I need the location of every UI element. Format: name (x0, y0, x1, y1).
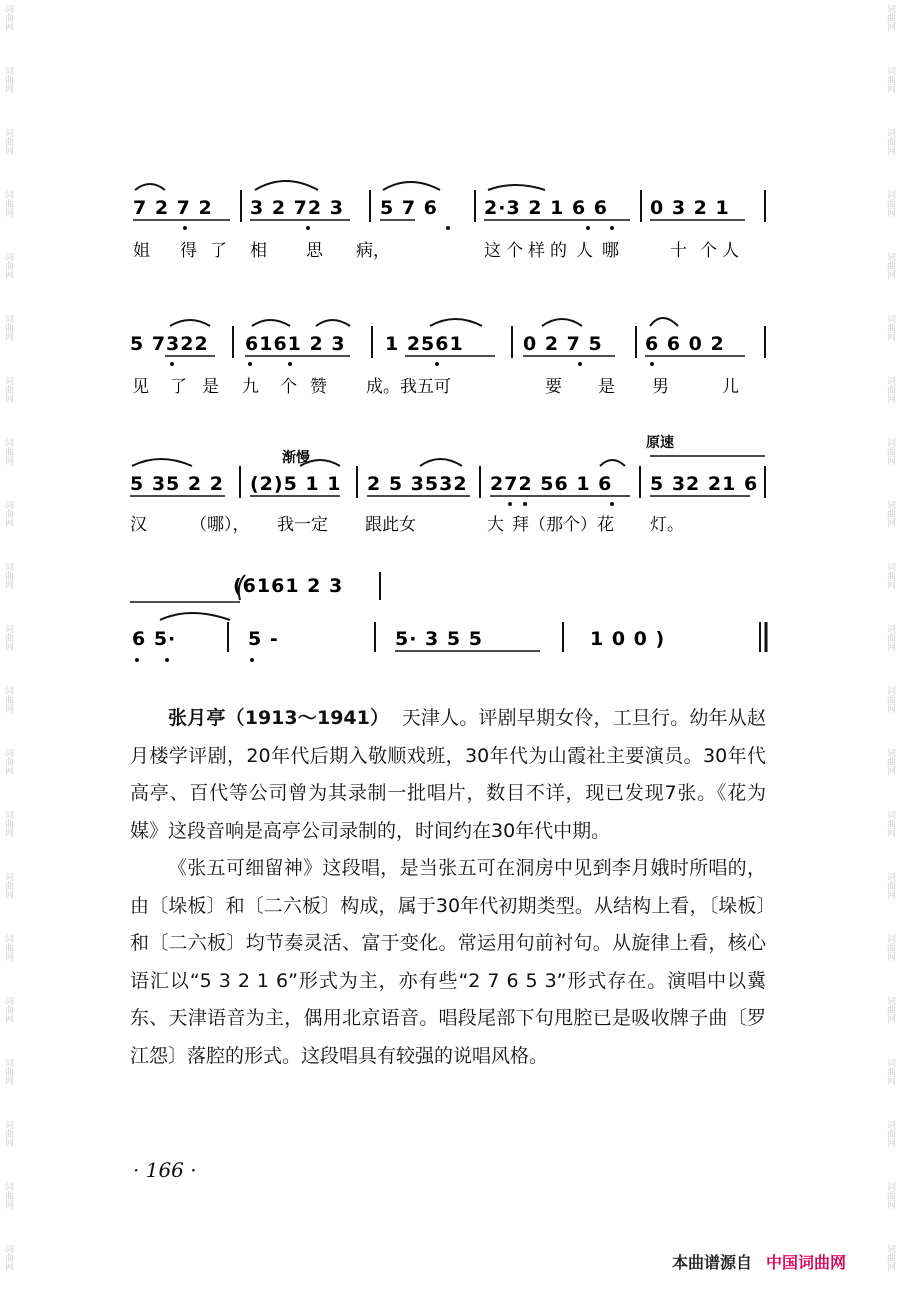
watermark-text: 词曲网 (885, 376, 895, 403)
watermark-text: 词曲网 (3, 438, 13, 465)
score-row-1 (133, 181, 765, 261)
watermark-text: 词曲网 (3, 810, 13, 837)
measure-18: 5· 3 5 5 (395, 628, 483, 650)
watermark-text: 词曲网 (3, 1058, 13, 1085)
lyrics-row-3: 汉 （哪）， 我一定 跟此女 大 拜（那个）花 灯。 (130, 515, 684, 535)
measure-16: 6 5· (132, 628, 177, 650)
watermark-text: 词曲网 (885, 686, 895, 713)
watermark-text: 词曲网 (3, 4, 13, 31)
watermark-text: 词曲网 (3, 872, 13, 899)
watermark-text: 词曲网 (885, 872, 895, 899)
watermark-text: 词曲网 (3, 934, 13, 961)
measure-11: 5 35 2 2 (130, 473, 224, 495)
watermark-text: 词曲网 (3, 1120, 13, 1147)
watermark-text: 词曲网 (885, 190, 895, 217)
watermark-text: 词曲网 (3, 686, 13, 713)
measure-5: 0 3 2 1 (650, 197, 730, 219)
score-row-4 (130, 572, 766, 662)
watermark-text: 词曲网 (3, 66, 13, 93)
watermark-text: 词曲网 (885, 314, 895, 341)
watermark-text: 词曲网 (3, 252, 13, 279)
score-row-2 (130, 318, 765, 397)
tempo-marking-slow: 渐慢 (282, 450, 310, 466)
measure-12: (2)5 1 1 (250, 473, 342, 495)
upper-voice-notes: (6161 2 3 (233, 575, 344, 597)
watermark-text: 词曲网 (885, 66, 895, 93)
measure-8: 1 2561 (385, 333, 464, 355)
paragraph-analysis: 《张五可细留神》这段唱，是当张五可在洞房中见到李月娥时所唱的，由〔垛板〕和〔二六板〕构成，属于30年代初期类型。从结构上看，〔垛板〕和〔二六板〕均节奏灵活、富于变化。常运用句前衬句。从旋律上看，核心语汇以“5 3 2 1 6”形式为主，亦有些“2 7 6 5 3”形式存在。演唱中以冀东、天津语音为主，偶用北京语音。唱段尾部下句甩腔已是吸收牌子曲〔罗江怨〕落腔的形式。这段唱具有较强的说唱风格。 (130, 857, 766, 1067)
watermark-text: 词曲网 (3, 624, 13, 651)
watermark-text: 词曲网 (885, 500, 895, 527)
watermark-text: 词曲网 (885, 1244, 895, 1271)
watermark-text: 词曲网 (885, 1182, 895, 1209)
measure-10: 6 6 0 2 (645, 333, 725, 355)
commentary-text (130, 700, 766, 1075)
measure-9: 0 2 7 5 (523, 333, 603, 355)
lyrics-row-2: 见 了 是 九 个 赞 成。我五可 要 是 男 儿 (132, 377, 739, 397)
measure-2: 3 2 72 3 (250, 197, 344, 219)
watermark-text: 词曲网 (885, 624, 895, 651)
watermark-text: 词曲网 (885, 934, 895, 961)
lyrics-row-1: 姐 得 了 相 思 病， 这 个 样 的 人 哪 十 个 人 (133, 241, 739, 261)
source-label: 本曲谱源自 (672, 1253, 753, 1272)
watermark-text: 词曲网 (3, 748, 13, 775)
measure-14: 272 56 1 6 (490, 473, 613, 495)
biography-text: 天津人。评剧早期女伶，工旦行。幼年从赵月楼学评剧，20年代后期入敬顺戏班，30年代为山霞社主要演员。30年代高亭、百代等公司曾为其录制一批唱片，数目不详，现已发现7张。《花为媒》这段音响是高亭公司录制的，时间约在30年代中期。 (130, 707, 766, 842)
source-footer (672, 1250, 846, 1273)
measure-15: 5 32 21 6 (650, 473, 759, 495)
watermark-text: 词曲网 (885, 438, 895, 465)
measure-19: 1 0 0 ) (590, 628, 666, 650)
watermark-text: 词曲网 (3, 128, 13, 155)
measure-4: 2·3 2 1 6 6 (484, 197, 608, 219)
site-name-link[interactable]: 中国词曲网 (766, 1253, 847, 1272)
watermark-text: 词曲网 (3, 562, 13, 589)
watermark-text: 词曲网 (885, 1120, 895, 1147)
watermark-text: 词曲网 (3, 190, 13, 217)
measure-3: 5 7 6 (380, 197, 438, 219)
watermark-text: 词曲网 (885, 1058, 895, 1085)
page-number: · 166 · (133, 1158, 197, 1182)
watermark-text: 词曲网 (885, 810, 895, 837)
watermark-text: 词曲网 (3, 376, 13, 403)
watermark-text: 词曲网 (885, 748, 895, 775)
watermark-text: 词曲网 (3, 500, 13, 527)
measure-7: 6161 2 3 (245, 333, 346, 355)
watermark-text: 词曲网 (3, 1244, 13, 1271)
watermark-text: 词曲网 (3, 1182, 13, 1209)
measure-13: 2 5 3532 (367, 473, 468, 495)
score-row-3 (130, 434, 765, 535)
watermark-text: 词曲网 (885, 996, 895, 1023)
watermark-text: 词曲网 (885, 252, 895, 279)
measure-17: 5 - (248, 628, 279, 650)
watermark-text: 词曲网 (885, 562, 895, 589)
watermark-text: 词曲网 (3, 996, 13, 1023)
watermark-text: 词曲网 (885, 128, 895, 155)
measure-1: 7 2 7 2 (133, 197, 213, 219)
watermark-text: 词曲网 (885, 4, 895, 31)
measure-6: 5 7322 (130, 333, 209, 355)
tempo-marking-original: 原速 (646, 435, 674, 451)
paragraph-biography (130, 700, 766, 850)
performer-name: 张月亭（1913～1941） (168, 707, 390, 729)
watermark-text: 词曲网 (3, 314, 13, 341)
